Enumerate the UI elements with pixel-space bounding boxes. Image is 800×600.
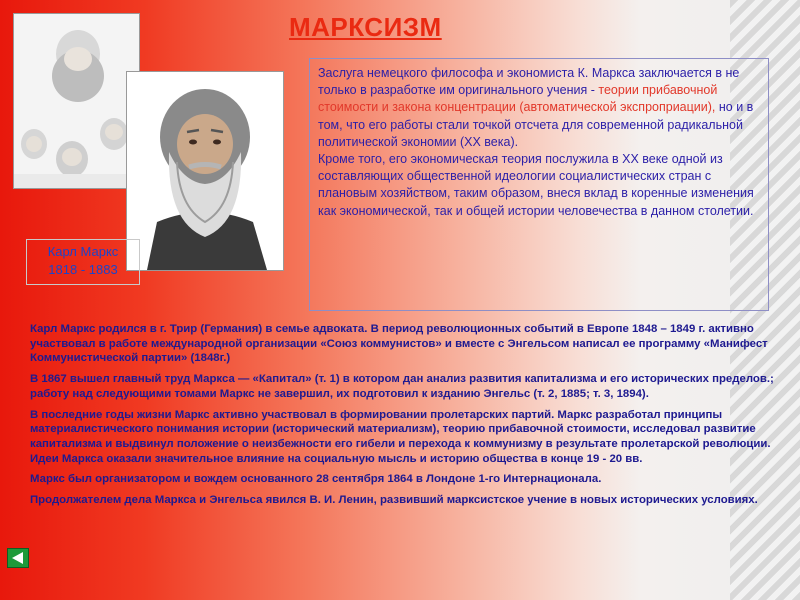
caption-name: Карл Маркс [47, 244, 119, 259]
slide-title: МАРКСИЗМ [289, 12, 442, 42]
biography-paragraph: В 1867 вышел главный труд Маркса — «Капитал» (т. 1) в котором дан анализ развития капитализма и его исторических пределов.; работу над следующими томами Маркс не завершил, их подготовил к изданию Энгельс (т. 2, 1885; т. 3, 1894). [30, 373, 774, 400]
summary-text-part2: но и в том, что его работы стали точкой отсчета для современной радикальной политической экономии (XX века). [318, 100, 754, 149]
biography-paragraph: Карл Маркс родился в г. Трир (Германия) в семье адвоката. В период революционных событий в Европе 1848 – 1849 г. активно участвовал в работе международной организации «Союз коммунистов» и вместе с Энгельсом написал ее программу «Манифест Коммунистической партии» (1848г.) [30, 323, 768, 365]
summary-text-highlight: теории прибавочной стоимости и закона концентрации (автоматической экспроприации), [318, 83, 718, 115]
portrait-caption [26, 239, 140, 285]
summary-text-part3: Кроме того, его экономическая теория послужила в XX веке одной из составляющих общественной идеологии социалистических стран с плановым хозяйством, таким образом, внеся вклад в коренные изменения как экономической, так и общей истории человечества в данном столетии. [318, 152, 754, 218]
portrait-collage-image [13, 13, 140, 189]
biography-text [30, 322, 775, 514]
biography-paragraph: Маркс был организатором и вождем основанного 28 сентября 1864 в Лондоне 1-го Интернационала. [30, 473, 602, 486]
summary-text-part1: Заслуга немецкого философа и экономиста К. Маркса заключается в не только в разработке им оригинального учения - [318, 66, 740, 98]
portrait-karl-marx-image [126, 71, 284, 271]
biography-paragraph: В последние годы жизни Маркс активно участвовал в формировании пролетарских партий. Маркс разработал принципы материалистического понимания истории (исторический материализм), теорию прибавочной стоимости, исследовал развитие капитализма и выдвинул положение о неизбежности его гибели и перехода к коммунизму в результате пролетарской революции. Идеи Маркса оказали значительное влияние на социальную мысль и историю общества в конце 19 - 20 вв. [30, 408, 771, 465]
caption-years: 1818 - 1883 [48, 262, 118, 277]
nav-back-button[interactable] [7, 548, 29, 568]
biography-paragraph: Продолжателем дела Маркса и Энгельса явился В. И. Ленин, развивший марксистское учение в новых исторических условиях. [30, 494, 758, 507]
triangle-left-icon [8, 549, 28, 567]
summary-text-box [309, 58, 769, 311]
